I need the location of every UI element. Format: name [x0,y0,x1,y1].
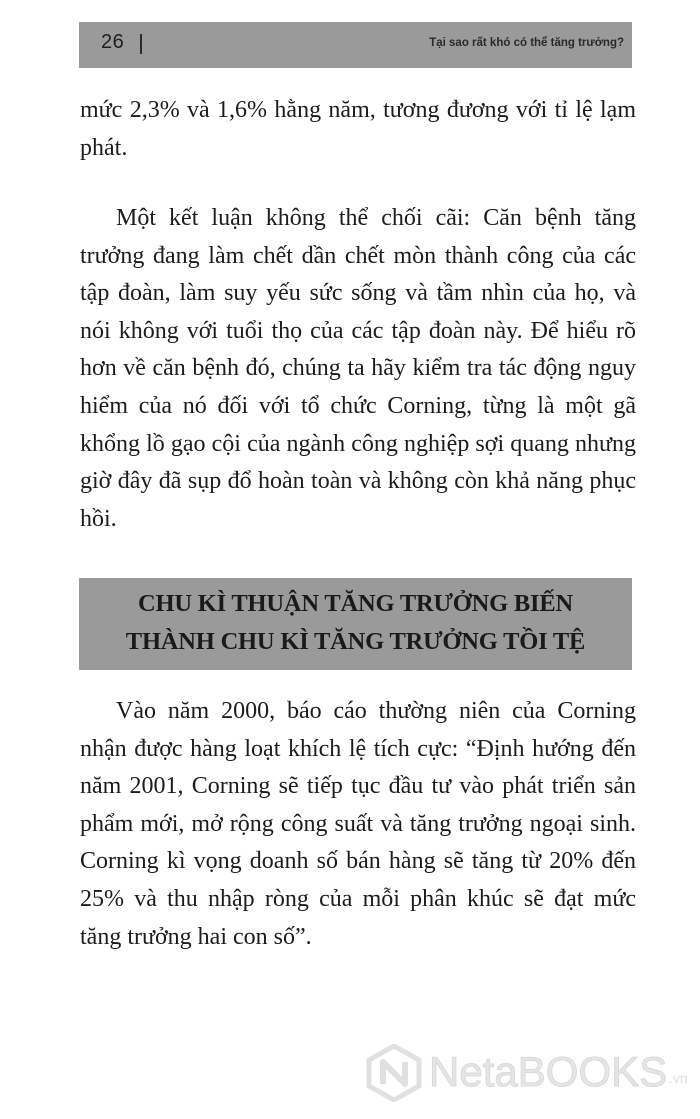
page-header [79,22,632,68]
page-number: 26 [101,31,125,53]
section-heading-line-2: THÀNH CHU KÌ TĂNG TRƯỞNG TỒI TỆ [125,628,586,655]
paragraph-1: mức 2,3% và 1,6% hằng năm, tương đương với tỉ lệ lạm phát. [80,97,636,161]
watermark-brand: NetaBOOKS [429,1048,668,1095]
section-heading-box [79,578,632,670]
page-number-divider [140,34,142,54]
watermark-suffix: .vn [669,1070,688,1086]
paragraph-3: Vào năm 2000, báo cáo thường niên của Corning nhận được hàng loạt khích lệ tích cực: “Định hướng đến năm 2001, Corning sẽ tiếp tục đầu tư vào phát triển sản phẩm mới, mở rộng công suất và tăng trưởng ngoại sinh. Corning kì vọng doanh số bán hàng sẽ tăng từ 20% đến 25% và thu nhập ròng của mỗi phân khúc sẽ đạt mức tăng trưởng hai con số”. [80,698,636,950]
publisher-watermark [365,1038,695,1108]
section-heading [79,585,632,661]
running-title: Tại sao rất khó có thể tăng trưởng? [429,37,624,49]
netabooks-logo-icon [365,1044,423,1102]
paragraph-2: Một kết luận không thể chối cãi: Căn bệnh tăng trưởng đang làm chết dần chết mòn thành công của các tập đoàn, làm suy yếu sức sống và tầm nhìn của họ, và nói không với tuổi thọ của các tập đoàn này. Để hiểu rõ hơn về căn bệnh đó, chúng ta hãy kiểm tra tác động nguy hiểm của nó đối với tổ chức Corning, từng là một gã khổng lồ gạo cội của ngành công nghiệp sợi quang nhưng giờ đây đã sụp đổ hoàn toàn và không còn khả năng phục hồi. [80,205,636,532]
section-heading-line-1: CHU KÌ THUẬN TĂNG TRƯỞNG BIẾN [137,590,574,617]
